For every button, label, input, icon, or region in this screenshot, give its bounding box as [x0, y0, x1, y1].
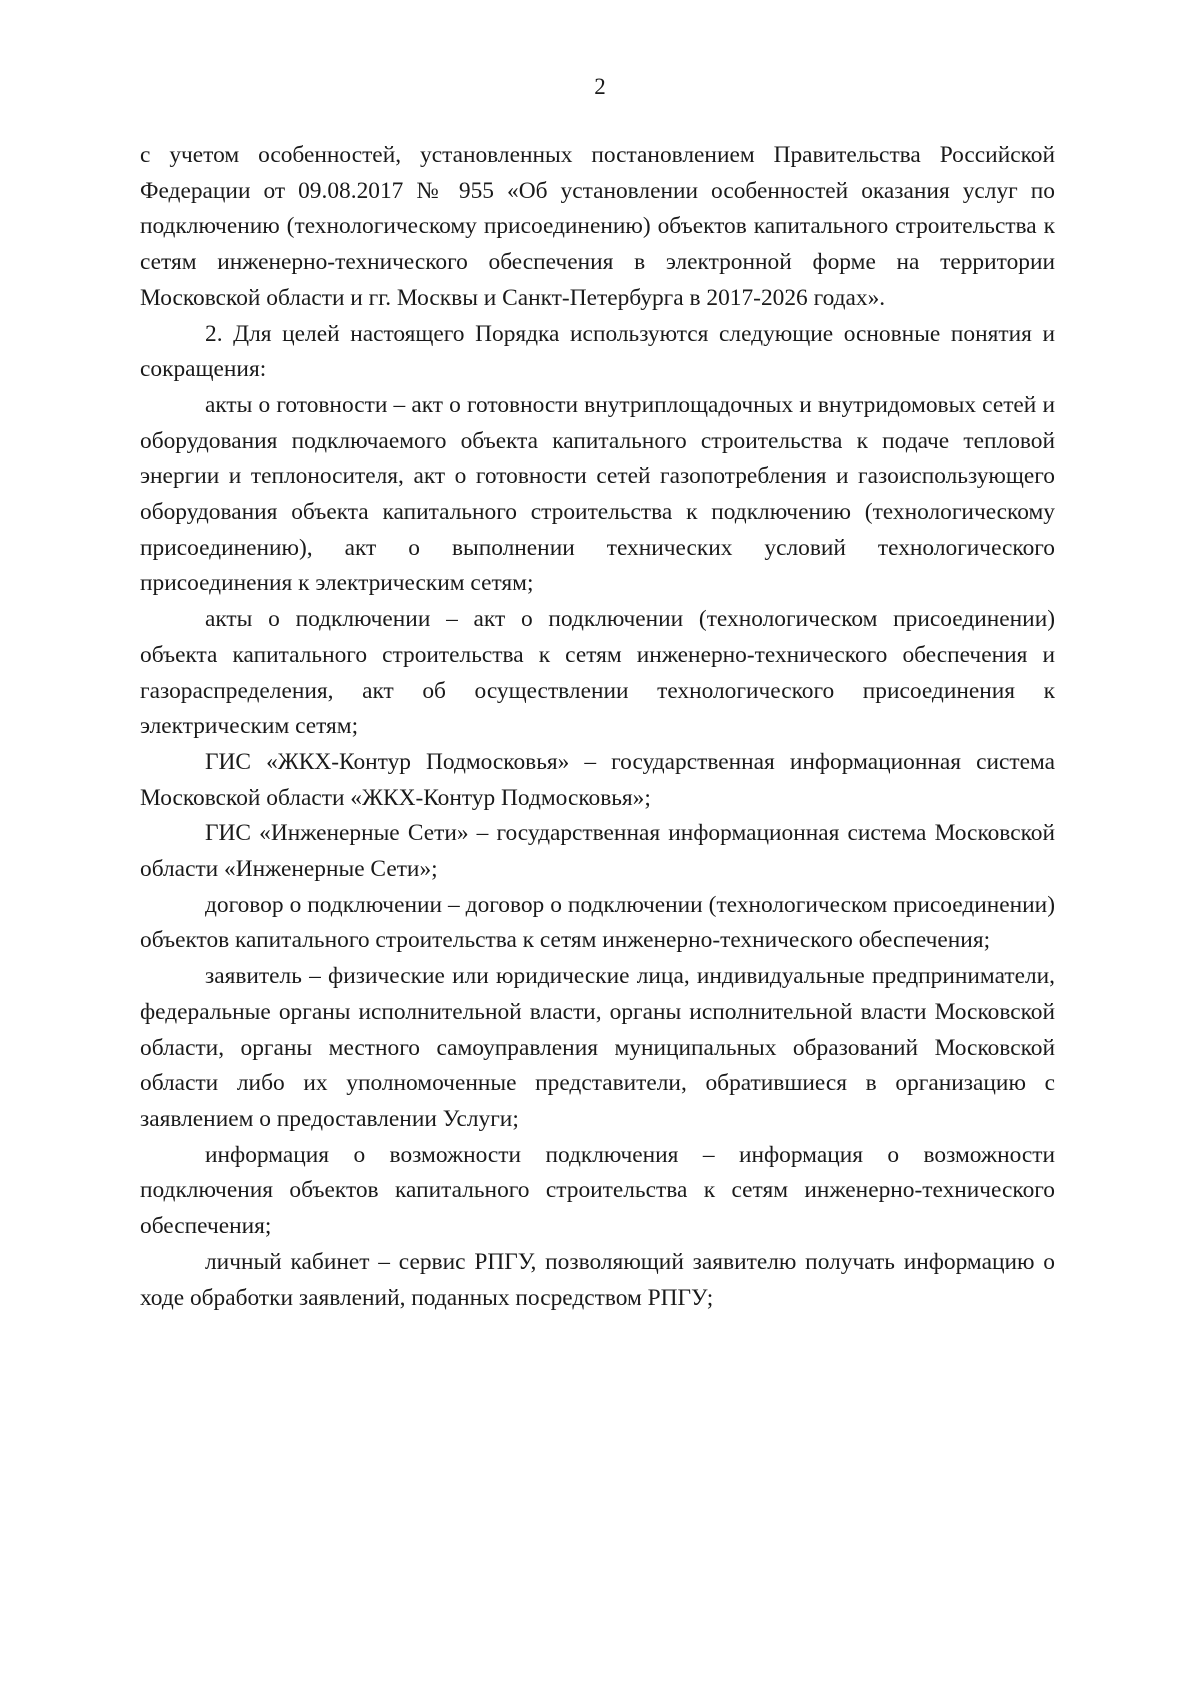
page-number: 2 [594, 74, 606, 99]
definition-applicant: заявитель – физические или юридические лица, индивидуальные предприниматели, федеральные органы исполнительной власти, органы исполнительной власти Московской области, органы местного самоуправления муниципальных образований Московской области либо их уполномоченные представители, обратившиеся в организацию с заявлением о предоставлении Услуги; [140, 963, 1055, 1132]
definition-connection-info: информация о возможности подключения – информация о возможности подключения объектов капитального строительства к сетям инженерно-технического обеспечения; [140, 1141, 1055, 1240]
definition-readiness-acts: акты о готовности – акт о готовности внутриплощадочных и внутридомовых сетей и оборудования подключаемого объекта капитального строительства к подаче тепловой энергии и теплоносителя, акт о готовности сетей газопотребления и газоиспользующего оборудования объекта капитального строительства к подключению (технологическому присоединению), акт о выполнении технических условий технологического присоединения к электрическим сетям; [140, 391, 1055, 597]
definition-connection-contract: договор о подключении – договор о подключении (технологическом присоединении) объектов капитального строительства к сетям инженерно-технического обеспечения; [140, 891, 1055, 954]
definition-gis-zhkh: ГИС «ЖКХ-Контур Подмосковья» – государственная информационная система Московской области «ЖКХ-Контур Подмосковья»; [140, 748, 1055, 811]
document-body [140, 138, 1055, 1316]
paragraph-definitions-intro: 2. Для целей настоящего Порядка используются следующие основные понятия и сокращения: [140, 320, 1055, 383]
paragraph-continuation: с учетом особенностей, установленных постановлением Правительства Российской Федерации от 09.08.2017 № 955 «Об установлении особенностей оказания услуг по подключению (технологическому присоединению) объектов капитального строительства к сетям инженерно-технического обеспечения в электронной форме на территории Московской области и гг. Москвы и Санкт-Петербурга в 2017-2026 годах». [140, 142, 1055, 311]
definition-gis-engineering: ГИС «Инженерные Сети» – государственная информационная система Московской области «Инженерные Сети»; [140, 820, 1055, 883]
definition-personal-account: личный кабинет – сервис РПГУ, позволяющий заявителю получать информацию о ходе обработки заявлений, поданных посредством РПГУ; [140, 1248, 1055, 1311]
definition-connection-acts: акты о подключении – акт о подключении (технологическом присоединении) объекта капитального строительства к сетям инженерно-технического обеспечения и газораспределения, акт об осуществлении технологического присоединения к электрическим сетям; [140, 606, 1055, 740]
